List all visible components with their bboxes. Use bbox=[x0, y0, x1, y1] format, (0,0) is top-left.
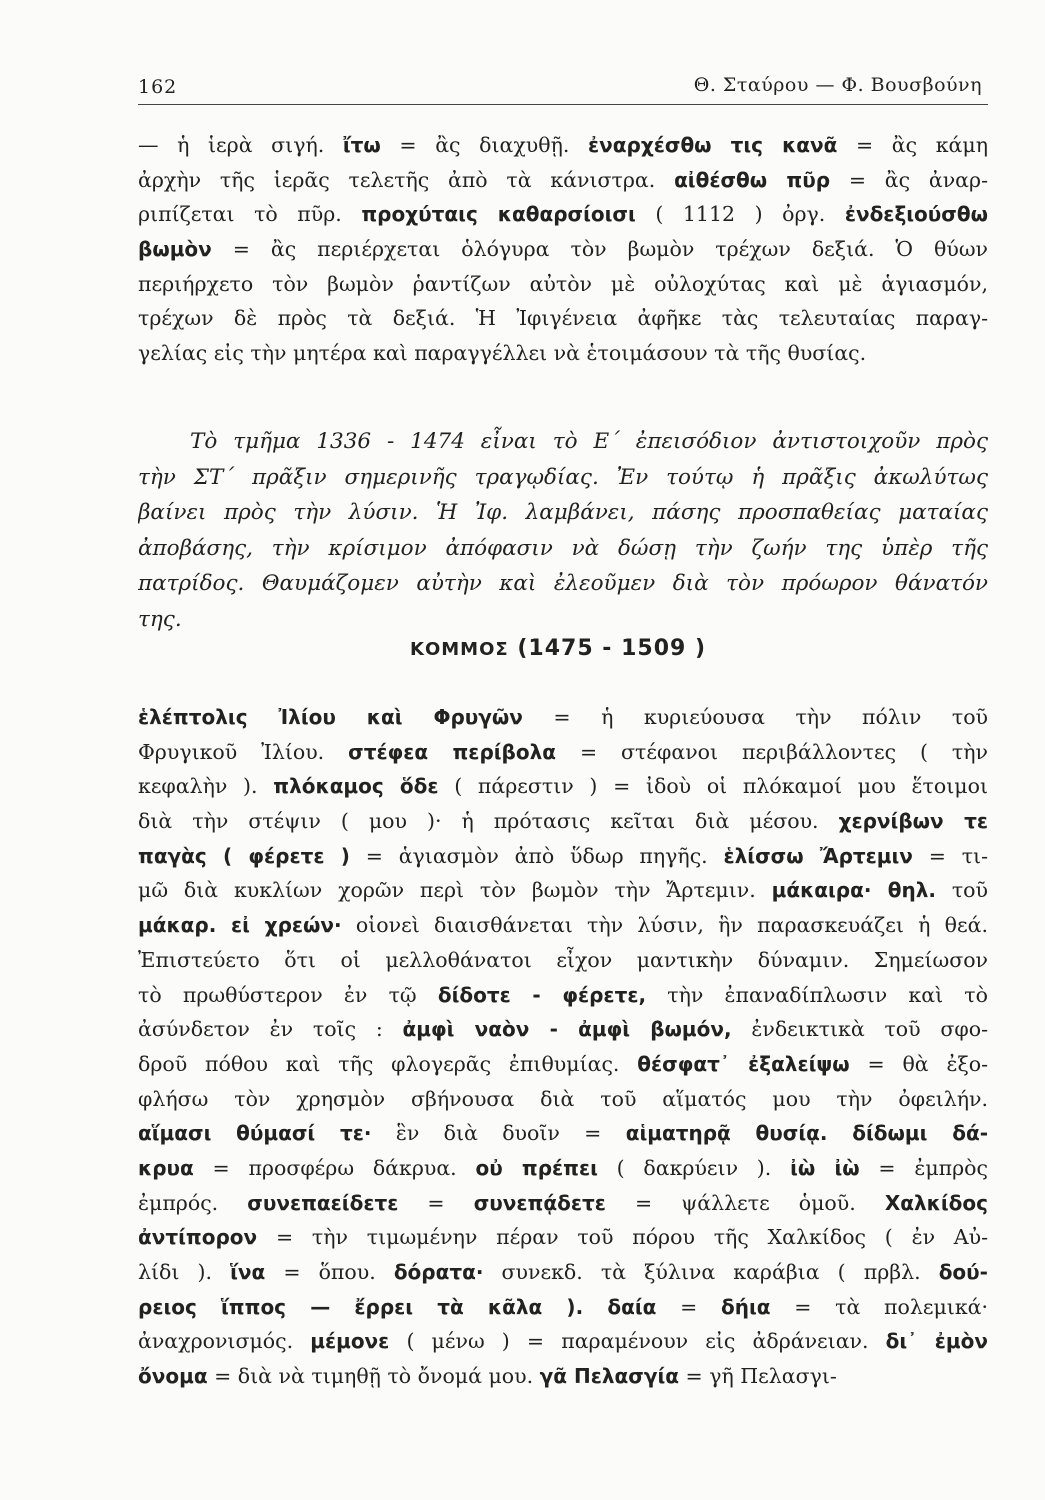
text-line bbox=[138, 943, 988, 978]
gloss-text: ( 1112 ) ὀργ. bbox=[635, 202, 845, 227]
lemma-term: βωμὸν bbox=[138, 237, 212, 262]
gloss-text: = bbox=[656, 1294, 721, 1319]
gloss-text: = τὴν τιμωμένην πέραν τοῦ πόρου τῆς Χαλκίδος ( ἐν Αὐ- bbox=[257, 1225, 988, 1250]
gloss-text: δροῦ πόθου καὶ τῆς φλογερᾶς ἐπιθυμίας. bbox=[138, 1051, 638, 1076]
gloss-text: λίδι ). bbox=[138, 1260, 231, 1284]
text-line: τὴν ΣΤ΄ πρᾶξιν σημερινῆς τραγῳδίας. Ἐν τούτῳ ἡ πρᾶξις ἀκωλύτως bbox=[138, 464, 988, 490]
lemma-term: δού- bbox=[938, 1260, 988, 1284]
text-line bbox=[138, 232, 988, 267]
gloss-text: Ἐπιστεύετο ὅτι οἱ μελλοθάνατοι εἶχον μαντικὴν δύναμιν. Σημείωσον bbox=[138, 947, 988, 972]
gloss-text: = ἂς κάμη bbox=[837, 133, 988, 157]
running-header-authors: Θ. Σταύρου — Φ. Βουσβούνη bbox=[693, 74, 982, 96]
lemma-term: συνεπᾴδετε bbox=[473, 1190, 606, 1215]
gloss-text: ριπίζεται τὸ πῦρ. bbox=[138, 202, 362, 227]
text-line bbox=[138, 128, 988, 163]
gloss-text: τρέχων δὲ πρὸς τὰ δεξιά. Ἡ Ἰφιγένεια ἀφῆκε τὰς τελευταίας παραγ- bbox=[138, 306, 988, 331]
gloss-text: = ἐμπρὸς bbox=[859, 1155, 988, 1180]
gloss-text: = τὰ πολεμικά· bbox=[770, 1294, 988, 1319]
gloss-text: = γῆ Πελασγι- bbox=[678, 1364, 837, 1389]
text-line bbox=[138, 873, 988, 908]
lemma-term: γᾶ Πελασγία bbox=[539, 1364, 679, 1389]
gloss-text: = ἂς περιέρχεται ὁλόγυρα τὸν βωμὸν τρέχων δεξιά. Ὁ θύων bbox=[211, 237, 988, 262]
gloss-text: = θὰ ἐξο- bbox=[849, 1051, 988, 1076]
gloss-text: = ἂς ἀναρ- bbox=[830, 167, 988, 192]
lemma-term: ἵνα bbox=[230, 1260, 266, 1284]
paragraph-glossary-2 bbox=[138, 700, 988, 1394]
section-heading-title: ΚΟΜΜΟΣ bbox=[410, 639, 509, 660]
lemma-term: ρειος ἵππος — ἔρρει τὰ κᾶλα ). δαία bbox=[138, 1294, 657, 1319]
text-line bbox=[138, 700, 988, 735]
lemma-term: δίδοτε - φέρετε, bbox=[437, 982, 647, 1007]
gloss-text: φλήσω τὸν χρησμὸν σβήνουσα διὰ τοῦ αἵματός μου τὴν ὀφειλήν. bbox=[138, 1086, 988, 1111]
text-line bbox=[138, 1324, 988, 1359]
gloss-text: = διὰ νὰ τιμηθῇ τὸ ὄνομά μου. bbox=[207, 1364, 540, 1389]
gloss-text: ἀσύνδετον ἐν τοῖς : bbox=[138, 1017, 403, 1042]
text-line: Τὸ τμῆμα 1336 - 1474 εἶναι τὸ Ε΄ ἐπεισόδιον ἀντιστοιχοῦν πρὸς bbox=[190, 429, 988, 454]
gloss-text: ( δακρύειν ). bbox=[597, 1155, 791, 1180]
gloss-text: περιήρχετο τὸν βωμὸν ῥαντίζων αὐτὸν μὲ οὐλοχύτας καὶ μὲ ἁγιασμόν, bbox=[138, 271, 988, 296]
text-line bbox=[138, 978, 988, 1013]
gloss-text: = ἂς διαχυθῇ. bbox=[380, 133, 589, 157]
lemma-term: προχύταις καθαρσίοισι bbox=[361, 202, 636, 227]
lemma-term: ὄνομα bbox=[138, 1364, 208, 1389]
gloss-text: = ἁγιασμὸν ἀπὸ ὕδωρ πηγῆς. bbox=[349, 843, 724, 868]
gloss-text: = προσφέρω δάκρυα. bbox=[193, 1155, 476, 1180]
section-heading-range: (1475 - 1509 ) bbox=[517, 636, 707, 661]
text-line bbox=[138, 908, 988, 943]
lemma-term: ἀμφὶ ναὸν - ἀμφὶ βωμόν, bbox=[402, 1017, 732, 1042]
gloss-text: ( πάρεστιν ) = ἰδοὺ οἱ πλόκαμοί μου ἕτοιμοι bbox=[438, 774, 988, 799]
paragraph-glossary-1 bbox=[138, 128, 988, 371]
gloss-text: συνεκδ. τὰ ξύλινα καράβια ( πρβλ. bbox=[483, 1260, 939, 1284]
lemma-term: συνεπαείδετε bbox=[247, 1190, 399, 1215]
text-line bbox=[138, 804, 988, 839]
lemma-term: ἑλίσσω Ἄρτεμιν bbox=[723, 843, 913, 868]
lemma-term: αἱματηρᾷ θυσίᾳ. δίδωμι δά- bbox=[625, 1121, 988, 1146]
gloss-text: = ἡ κυριεύουσα τὴν πόλιν τοῦ bbox=[522, 705, 988, 729]
text-line: πατρίδος. Θαυμάζομεν αὐτὴν καὶ ἐλεοῦμεν διὰ τὸν πρόωρον θάνατόν bbox=[138, 571, 988, 596]
gloss-text: ἓν διὰ δυοῖν = bbox=[371, 1121, 626, 1146]
text-line bbox=[138, 1151, 988, 1186]
lemma-term: μάκαρ. εἰ χρεών· bbox=[138, 913, 342, 938]
text-line bbox=[138, 1047, 988, 1082]
gloss-text: = στέφανοι περιβάλλοντες ( τὴν bbox=[556, 739, 988, 764]
text-line bbox=[138, 735, 988, 770]
lemma-term: ἐναρχέσθω τις κανᾶ bbox=[588, 133, 838, 157]
gloss-text: = bbox=[398, 1190, 474, 1215]
lemma-term: μέμονε bbox=[310, 1329, 390, 1354]
paragraph-commentary bbox=[138, 424, 988, 637]
lemma-term: ἐνδεξιούσθω bbox=[844, 202, 988, 227]
gloss-text: μῶ διὰ κυκλίων χορῶν περὶ τὸν βωμὸν τὴν Ἄρτεμιν. bbox=[138, 878, 772, 903]
gloss-text: Φρυγικοῦ Ἰλίου. bbox=[138, 739, 349, 764]
gloss-text: οἱονεὶ διαισθάνεται τὴν λύσιν, ἣν παρασκευάζει ἡ θεά. bbox=[341, 913, 988, 938]
lemma-term: ἰὼ ἰὼ bbox=[790, 1155, 860, 1180]
lemma-term: στέφεα περίβολα bbox=[348, 739, 557, 764]
text-line bbox=[138, 1012, 988, 1047]
lemma-term: ἴτω bbox=[342, 133, 381, 157]
gloss-text: ἐνδεικτικὰ τοῦ σφο- bbox=[731, 1017, 988, 1042]
lemma-term: ἀντίπορον bbox=[138, 1225, 258, 1250]
text-line bbox=[138, 267, 988, 302]
text-line bbox=[138, 163, 988, 198]
text-line bbox=[138, 769, 988, 804]
running-header bbox=[138, 64, 988, 105]
gloss-text: γελίας εἰς τὴν μητέρα καὶ παραγγέλλει νὰ ἑτοιμάσουν τὰ τῆς θυσίας. bbox=[138, 341, 867, 366]
lemma-term: κρυα bbox=[138, 1155, 194, 1180]
text-line bbox=[138, 1255, 988, 1290]
gloss-text: τὸ πρωθύστερον ἐν τῷ bbox=[138, 982, 438, 1007]
lemma-term: δι᾽ ἐμὸν bbox=[885, 1329, 988, 1354]
text-line bbox=[138, 301, 988, 336]
text-line bbox=[138, 336, 988, 371]
text-line bbox=[138, 1359, 988, 1394]
gloss-text: = ὅπου. bbox=[265, 1260, 394, 1284]
section-heading bbox=[410, 636, 706, 661]
lemma-term: αἰθέσθω πῦρ bbox=[674, 167, 831, 192]
lemma-term: μάκαιρα· θηλ. bbox=[771, 878, 936, 903]
lemma-term: πλόκαμος ὅδε bbox=[273, 774, 439, 799]
lemma-term: αἵμασι θύμασί τε· bbox=[138, 1121, 372, 1146]
lemma-term: παγὰς ( φέρετε ) bbox=[138, 843, 350, 868]
text-line bbox=[138, 1220, 988, 1255]
text-line: βαίνει πρὸς τὴν λύσιν. Ἡ Ἰφ. λαμβάνει, πάσης προσπαθείας ματαίας bbox=[138, 500, 988, 525]
lemma-term: οὐ πρέπει bbox=[475, 1155, 598, 1180]
lemma-term: δήια bbox=[720, 1294, 771, 1319]
text-line bbox=[138, 1186, 988, 1221]
text-line bbox=[138, 1116, 988, 1151]
gloss-text: — ἡ ἱερὰ σιγή. bbox=[138, 133, 343, 157]
gloss-text: ἀρχὴν τῆς ἱερᾶς τελετῆς ἀπὸ τὰ κάνιστρα. bbox=[138, 167, 675, 192]
text-line bbox=[138, 1082, 988, 1117]
gloss-text: ἀναχρονισμός. bbox=[138, 1329, 311, 1354]
lemma-term: θέσφατ᾽ ἐξαλείψω bbox=[637, 1051, 850, 1076]
gloss-text: ( μένω ) = παραμένουν εἰς ἀδράνειαν. bbox=[389, 1329, 886, 1354]
lemma-term: δόρατα· bbox=[393, 1260, 484, 1284]
lemma-term: Χαλκίδος bbox=[884, 1190, 988, 1215]
text-line bbox=[138, 1290, 988, 1325]
text-line: ἀποβάσης, τὴν κρίσιμον ἀπόφασιν νὰ δώσῃ τὴν ζωήν της ὑπὲρ τῆς bbox=[138, 535, 988, 561]
gloss-text: = ψάλλετε ὁμοῦ. bbox=[605, 1190, 885, 1215]
gloss-text: κεφαλὴν ). bbox=[138, 774, 274, 799]
text-line bbox=[138, 839, 988, 874]
text-line: της. bbox=[138, 606, 182, 632]
gloss-text: τὴν ἐπαναδίπλωσιν καὶ τὸ bbox=[646, 982, 988, 1007]
gloss-text: τοῦ bbox=[935, 878, 988, 903]
lemma-term: χερνίβων τε bbox=[838, 809, 988, 834]
gloss-text: ἐμπρός. bbox=[138, 1190, 248, 1215]
gloss-text: διὰ τὴν στέψιν ( μου )· ἡ πρότασις κεῖται διὰ μέσου. bbox=[138, 809, 839, 834]
text-line bbox=[138, 197, 988, 232]
gloss-text: = τι- bbox=[912, 843, 988, 868]
page-number: 162 bbox=[138, 76, 178, 98]
lemma-term: ἑλέπτολις Ἰλίου καὶ Φρυγῶν bbox=[138, 705, 523, 729]
